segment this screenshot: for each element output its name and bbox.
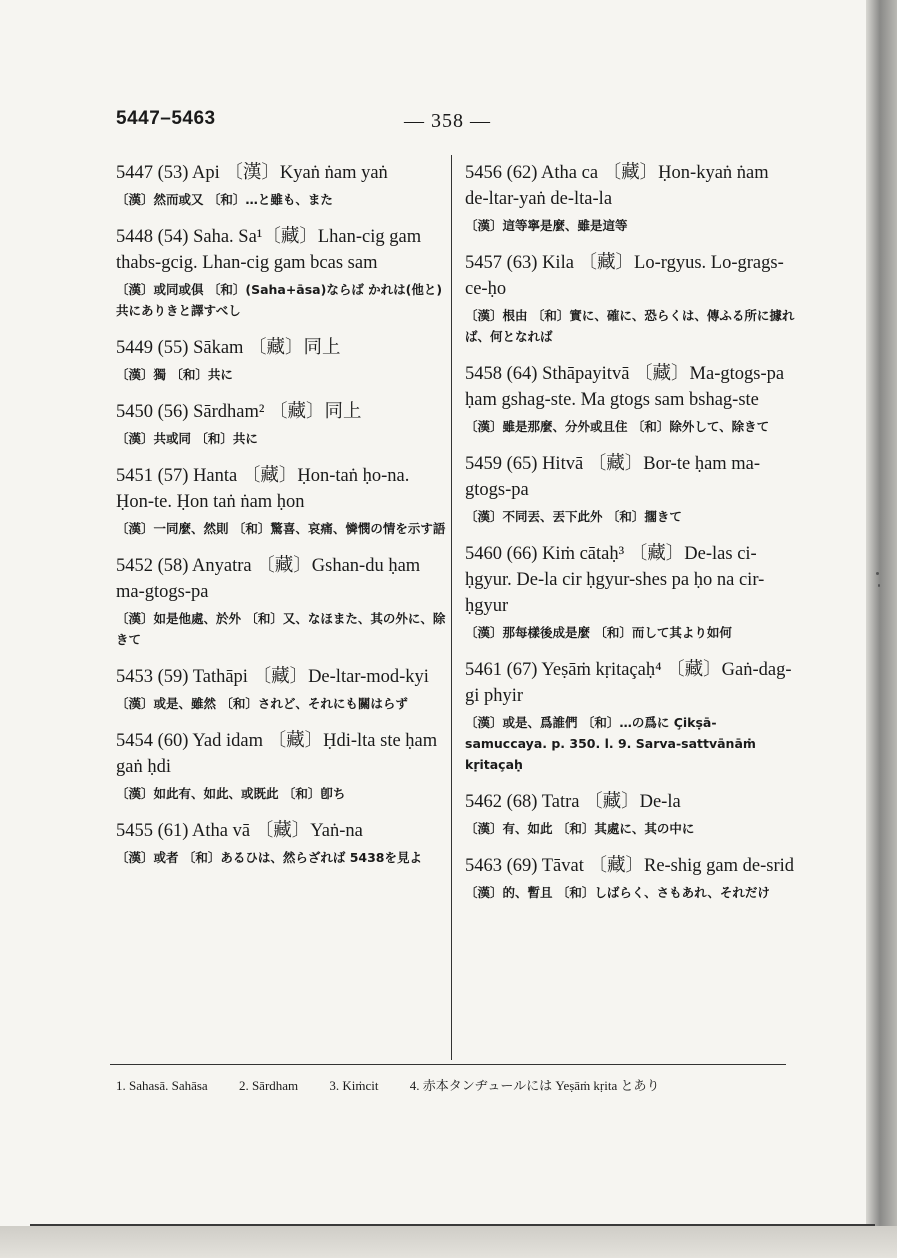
- footnotes: [116, 1075, 776, 1097]
- entry-gloss: 〔漢〕那每樣後成是麼 〔和〕而して其より如何: [465, 625, 732, 640]
- entry-headword: 5451 (57) Hanta 〔藏〕Ḥon-taṅ ḥo-na. Ḥon-te. Ḥon taṅ ṅam ḥon: [116, 466, 410, 512]
- entry: [116, 399, 446, 449]
- entry-gloss: 〔漢〕雖是那麼、分外或且住 〔和〕除外して、除きて: [465, 419, 770, 434]
- entry-gloss: 〔漢〕如此有、如此、或既此 〔和〕卽ち: [116, 786, 346, 801]
- entry-gloss: 〔漢〕獨 〔和〕共に: [116, 367, 233, 382]
- entry-headword: 5457 (63) Kila 〔藏〕Lo-rgyus. Lo-grags-ce-ḥo: [465, 253, 784, 299]
- scan-speck: [878, 584, 880, 587]
- footnote-3: 3. Kiṁcit: [329, 1078, 379, 1093]
- entry: [116, 553, 446, 650]
- entry-headword: 5456 (62) Atha ca 〔藏〕Ḥon-kyaṅ ṅam de-ltar-yaṅ de-lta-la: [465, 163, 769, 209]
- entry-headword: 5461 (67) Yeṣāṁ kṛitaçaḥ⁴ 〔藏〕Gaṅ-dag-gi phyir: [465, 660, 792, 706]
- entry: [116, 728, 446, 804]
- entry-headword: 5453 (59) Tathāpi 〔藏〕De-ltar-mod-kyi: [116, 667, 429, 687]
- page-bottom-edge: [0, 1226, 897, 1258]
- entry: [465, 250, 795, 347]
- page-number: — 358 —: [404, 110, 491, 132]
- entry: [116, 160, 446, 210]
- entry-gloss: 〔漢〕一同麼、然則 〔和〕驚喜、哀痛、憐憫の情を示す語: [116, 521, 446, 536]
- entry-headword: 5460 (66) Kiṁ cātaḥ³ 〔藏〕De-las ci-ḥgyur. De-la cir ḥgyur-shes pa ḥo na cir-ḥgyur: [465, 544, 765, 616]
- right-column: [465, 160, 795, 917]
- entry: [465, 361, 795, 437]
- entry-headword: 5449 (55) Sākam 〔藏〕同上: [116, 338, 341, 358]
- entry-gloss: 〔漢〕如是他處、於外 〔和〕又、なほまた、其の外に、除きて: [116, 611, 446, 647]
- entry-headword: 5462 (68) Tatra 〔藏〕De-la: [465, 792, 681, 812]
- footnote-1: 1. Sahasā. Sahāsa: [116, 1078, 208, 1093]
- entry-gloss: 〔漢〕然而或又 〔和〕…と雖も、また: [116, 192, 333, 207]
- entry-gloss: 〔漢〕有、如此 〔和〕其處に、其の中に: [465, 821, 695, 836]
- footnote-rule: [110, 1064, 786, 1065]
- entry-gloss: 〔漢〕或是、雖然 〔和〕されど、それにも關はらず: [116, 696, 408, 711]
- entry-headword: 5450 (56) Sārdham² 〔藏〕同上: [116, 402, 362, 422]
- entry: [116, 818, 446, 868]
- entry: [465, 451, 795, 527]
- entry-headword: 5454 (60) Yad idam 〔藏〕Ḥdi-lta ste ḥam gaṅ ḥdi: [116, 731, 438, 777]
- entry: [116, 463, 446, 539]
- entry-gloss: 〔漢〕根由 〔和〕實に、確に、恐らくは、傳ふる所に據れば、何となれば: [465, 308, 795, 344]
- entry: [465, 789, 795, 839]
- page-spine-shadow: [866, 0, 897, 1258]
- entry-gloss: 〔漢〕不同丟、丟下此外 〔和〕擱きて: [465, 509, 682, 524]
- left-column: [116, 160, 446, 882]
- bottom-edge-line: [30, 1224, 875, 1226]
- footnote-4: 4. 赤本タンヂュールには Yeṣāṁ kṛita とあり: [409, 1078, 660, 1093]
- entry-headword: 5448 (54) Saha. Sa¹〔藏〕Lhan-cig gam thabs-gcig. Lhan-cig gam bcas sam: [116, 227, 422, 273]
- entry-headword: 5458 (64) Sthāpayitvā 〔藏〕Ma-gtogs-pa ḥam gshag-ste. Ma gtogs sam bshag-ste: [465, 364, 785, 410]
- entry-gloss: 〔漢〕這等寧是麼、雖是這等: [465, 218, 628, 233]
- entry: [465, 160, 795, 236]
- entry-headword: 5447 (53) Api 〔漢〕Kyaṅ ṅam yaṅ: [116, 163, 388, 183]
- entry: [465, 541, 795, 643]
- entry-gloss: 〔漢〕或是、爲誰們 〔和〕…の爲に Çikṣā-samuccaya. p. 350. l. 9. Sarva-sattvānāṁ kṛitaçaḥ: [465, 715, 756, 772]
- entry-range-header: 5447–5463: [116, 108, 216, 129]
- entry: [116, 335, 446, 385]
- entry-headword: 5452 (58) Anyatra 〔藏〕Gshan-du ḥam ma-gtogs-pa: [116, 556, 421, 602]
- entry: [116, 224, 446, 321]
- entry-headword: 5459 (65) Hitvā 〔藏〕Bor-te ḥam ma-gtogs-pa: [465, 454, 761, 500]
- scan-speck: [876, 572, 879, 575]
- entry-gloss: 〔漢〕共或同 〔和〕共に: [116, 431, 258, 446]
- entry-headword: 5455 (61) Atha vā 〔藏〕Yaṅ-na: [116, 821, 363, 841]
- entry-gloss: 〔漢〕或同或倶 〔和〕(Saha+āsa)ならば かれは(他と)共にありきと譯すべし: [116, 282, 443, 318]
- entry: [465, 657, 795, 775]
- entry: [465, 853, 795, 903]
- entry-gloss: 〔漢〕或者 〔和〕あるひは、然らざれば 5438を見よ: [116, 850, 422, 865]
- entry-gloss: 〔漢〕的、暫且 〔和〕しばらく、さもあれ、それだけ: [465, 885, 770, 900]
- footnote-2: 2. Sārdham: [238, 1078, 299, 1093]
- entry: [116, 664, 446, 714]
- column-divider: [451, 155, 452, 1060]
- entry-headword: 5463 (69) Tāvat 〔藏〕Re-shig gam de-srid: [465, 856, 794, 876]
